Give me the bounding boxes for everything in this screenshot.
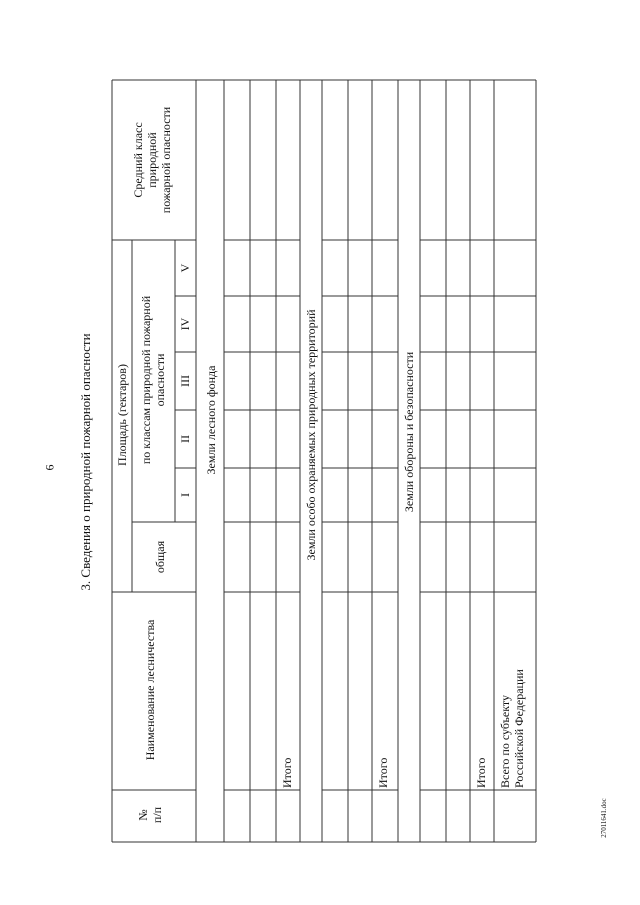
header-total: общая (153, 540, 167, 574)
header-by-class: по классам природной пожарной опасности (139, 295, 167, 465)
section-title: 3. Сведения о природной пожарной опасности (78, 333, 93, 591)
document-id: 27011641.doc (600, 798, 608, 838)
header-class-1: I (178, 493, 192, 497)
header-class-5: V (178, 263, 192, 273)
header-class-2: II (178, 435, 192, 443)
total-row-label: Итого (474, 757, 488, 788)
grand-total-label: Всего по субъекту Российской Федерации (498, 669, 526, 788)
header-average-class: Средний класс природной пожарной опасности (131, 106, 173, 214)
total-row-label: Итого (376, 757, 390, 788)
header-area-group: Площадь (гектаров) (115, 364, 129, 466)
header-class-4: IV (178, 317, 192, 331)
page-number: 6 (42, 464, 57, 471)
total-row-label: Итого (280, 757, 294, 788)
header-name: Наименование лесничества (143, 619, 157, 761)
header-class-3: III (178, 375, 192, 387)
section-heading: Земли особо охраняемых природных территорий (304, 309, 318, 561)
section-heading: Земли обороны и безопасности (402, 351, 416, 513)
header-number: № п/п (136, 806, 164, 824)
section-heading: Земли лесного фонда (204, 365, 218, 475)
